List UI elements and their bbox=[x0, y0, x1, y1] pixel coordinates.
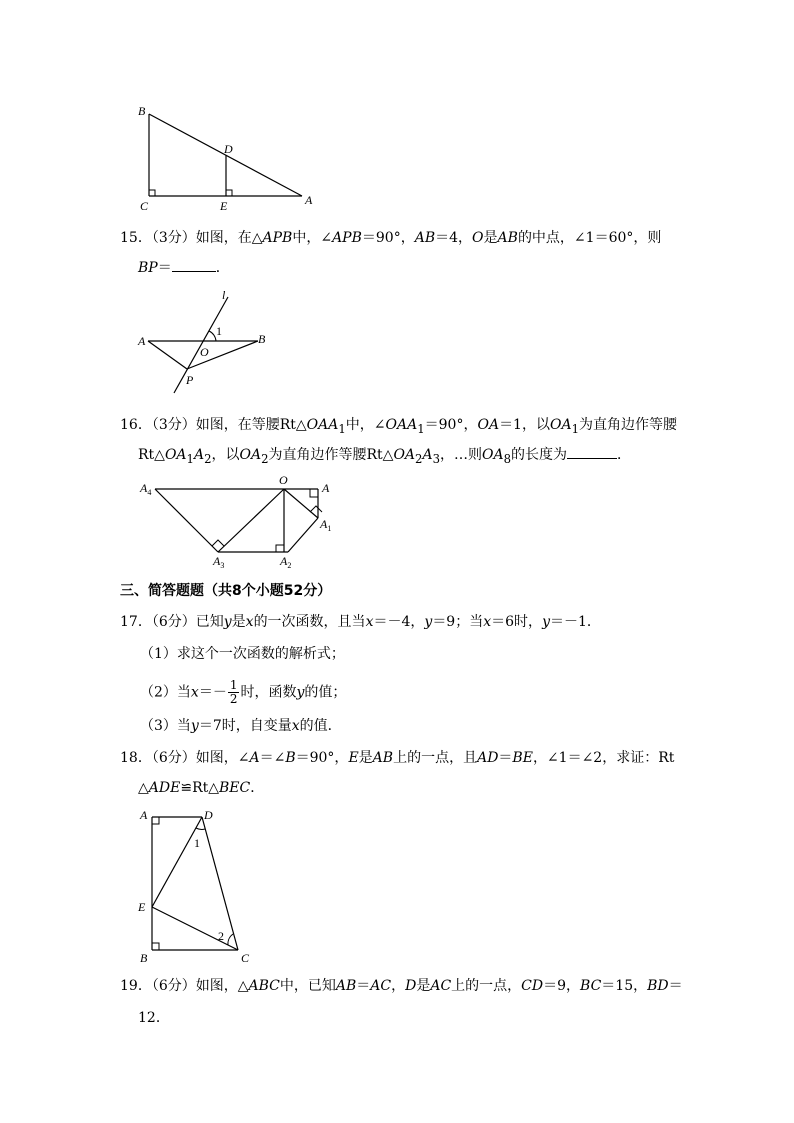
label-d: D bbox=[204, 808, 213, 822]
figure-triangle-apb bbox=[130, 285, 280, 395]
q18-line-1: 18．（6分）如图，∠A＝∠B＝90°，E是AB上的一点，且AD＝BE，∠1＝∠2，求证：Rt bbox=[120, 750, 675, 766]
q15-line-1: 15．（3分）如图，在△APB中，∠APB＝90°，AB＝4，O是AB的中点，∠1＝60°，则 bbox=[120, 230, 662, 246]
q16-line-1: 16．（3分）如图，在等腰$Rt\triangle OAA_1$中，$\angle OAA_1=90^\circ$，OA＝1，以$OA_1$为直角边作等腰 bbox=[120, 417, 677, 436]
label-angle-1: 1 bbox=[194, 836, 200, 850]
label-e: E bbox=[138, 900, 146, 914]
q16-line-2: $Rt\triangle OA_1A_2$，以$OA_2$为直角边作等腰$Rt\triangle OA_2A_3$，…则$OA_8$的长度为 ． bbox=[138, 447, 632, 466]
label-b: B bbox=[258, 332, 266, 346]
answer-blank bbox=[172, 259, 216, 272]
label-angle-1: 1 bbox=[216, 324, 222, 338]
label-b: B bbox=[140, 951, 148, 965]
section-header: 三、简答题题（共8个小题52分） bbox=[120, 583, 332, 599]
q17-part-2: （2）当x＝－ $\frac{1}{2}$ 时，函数y的值； bbox=[140, 678, 347, 706]
label-a1: $A_1$ bbox=[320, 517, 332, 533]
label-c: C bbox=[140, 199, 149, 213]
q15-line-2: BP＝ ． bbox=[138, 260, 230, 276]
q19-line-2: 12． bbox=[138, 1010, 170, 1026]
figure-right-triangle-bca bbox=[130, 100, 330, 215]
label-o: O bbox=[279, 473, 288, 487]
label-c: C bbox=[241, 951, 250, 965]
figure-quadrilateral-abcd bbox=[130, 805, 270, 970]
label-l: l bbox=[222, 288, 226, 302]
label-a: A bbox=[322, 481, 330, 495]
label-a3: $A_3$ bbox=[213, 554, 225, 570]
q17-part-3: （3）当y＝7时，自变量x的值． bbox=[140, 718, 342, 734]
label-o: O bbox=[200, 345, 209, 359]
figure-isosceles-triangles bbox=[130, 472, 360, 572]
label-p: P bbox=[186, 373, 194, 387]
label-b: B bbox=[138, 104, 146, 118]
q19-line-1: 19．（6分）如图，△ABC中，已知AB＝AC，D是AC上的一点，CD＝9，BC＝15，BD＝ bbox=[120, 978, 683, 994]
fraction-one-half: $\frac{1}{2}$ bbox=[229, 678, 238, 706]
answer-blank bbox=[567, 446, 617, 459]
q17-part-1: （1）求这个一次函数的解析式； bbox=[140, 646, 345, 662]
label-e: E bbox=[220, 199, 228, 213]
label-a: A bbox=[138, 334, 146, 348]
label-a4: $A_4$ bbox=[140, 481, 152, 497]
label-a2: $A_2$ bbox=[280, 554, 292, 570]
label-angle-2: 2 bbox=[218, 929, 224, 943]
label-a: A bbox=[140, 808, 148, 822]
label-a: A bbox=[305, 193, 313, 207]
label-d: D bbox=[224, 142, 233, 156]
q17-line-1: 17．（6分）已知y是x的一次函数，且当x＝－4，y＝9；当x＝6时，y＝－1． bbox=[120, 614, 601, 630]
q18-line-2: △ADE≌Rt△BEC． bbox=[138, 780, 265, 796]
